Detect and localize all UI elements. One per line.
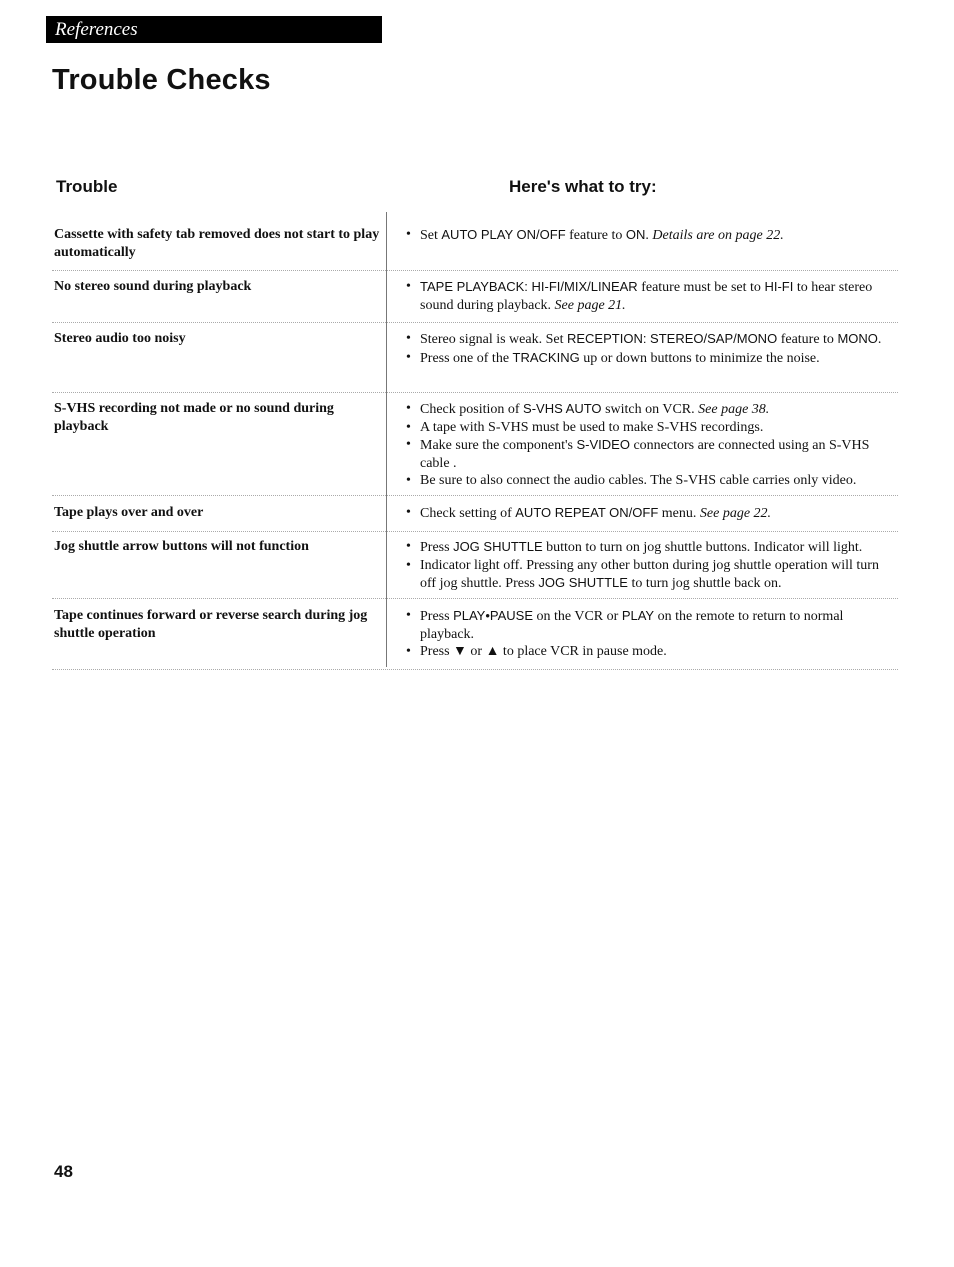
remedy-text: PLAY — [621, 608, 655, 623]
remedy-text: S-VIDEO — [576, 437, 630, 452]
remedy-text: feature to — [777, 332, 838, 347]
remedy-text: TAPE PLAYBACK: HI-FI/MIX/LINEAR — [420, 279, 638, 294]
remedy-text: feature to — [565, 228, 626, 243]
remedy-text: to turn jog shuttle back on. — [627, 576, 782, 591]
remedy-item — [396, 472, 898, 490]
remedy-text: Details are on page 22. — [652, 228, 784, 243]
remedy-item — [396, 419, 898, 437]
remedy-text: Indicator light off. Pressing any other button during jog shuttle operation will turn off jog shuttle. Press — [420, 557, 879, 591]
remedy-text: Press ▼ or ▲ to place VCR in pause mode. — [420, 644, 667, 659]
remedy-text: menu. — [658, 506, 700, 521]
remedy-item — [396, 504, 898, 523]
remedy-text: Press — [420, 540, 454, 555]
remedy-list — [396, 504, 898, 523]
page-number: 48 — [54, 1162, 73, 1181]
remedy-text: Check position of — [420, 402, 524, 417]
remedy-item — [396, 226, 898, 245]
remedy-text: Be sure to also connect the audio cables. The S-VHS cable carries only video. — [420, 473, 857, 488]
remedy-text: Check setting of — [420, 506, 516, 521]
remedy-item — [396, 278, 898, 314]
remedy-text: See page 21. — [554, 297, 626, 313]
remedy-item — [396, 349, 898, 368]
trouble-column-header: Trouble — [56, 177, 118, 196]
trouble-row-repeat — [52, 504, 898, 532]
section-banner: References — [46, 16, 382, 43]
remedy-text: JOG SHUTTLE — [538, 575, 628, 590]
remedy-list — [396, 607, 898, 661]
trouble-row-search-continues — [52, 607, 898, 670]
remedy-text: Press — [420, 609, 454, 624]
trouble-text: Tape continues forward or reverse search during jog shuttle operation — [54, 608, 368, 641]
remedy-list — [396, 400, 898, 490]
trouble-row-safety-tab — [52, 226, 898, 271]
trouble-row-svhs — [52, 400, 898, 496]
remedy-text: PLAY•PAUSE — [453, 608, 533, 623]
remedy-text: See page 22. — [699, 506, 772, 521]
remedy-item — [396, 330, 898, 349]
remedy-item — [396, 643, 898, 661]
remedy-item — [396, 557, 898, 593]
remedy-text: TRACKING — [512, 349, 580, 365]
remedy-list — [396, 538, 898, 593]
remedy-text: to hear stereo sound during playback. — [420, 280, 873, 313]
remedy-item — [396, 538, 898, 557]
remedy-text: feature must be set to — [637, 280, 765, 295]
trouble-text: Cassette with safety tab removed does not start to play automatically — [54, 227, 380, 260]
remedy-text: Press one of the — [420, 350, 513, 366]
remedy-text: HI-FI — [764, 279, 794, 294]
remedy-list — [396, 226, 898, 245]
trouble-text: Jog shuttle arrow buttons will not function — [54, 539, 309, 554]
remedy-text: on the VCR or — [533, 609, 622, 624]
remedy-text: on the remote to return to normal playback. — [420, 609, 844, 642]
remedy-item — [396, 436, 898, 472]
remedy-text: RECEPTION: STEREO/SAP/MONO — [566, 331, 778, 346]
remedy-column-header: Here's what to try: — [509, 177, 657, 196]
remedy-item — [396, 400, 898, 419]
remedy-text: up or down buttons to minimize the noise. — [579, 350, 820, 366]
remedy-text: AUTO REPEAT ON/OFF — [515, 505, 659, 520]
remedy-text: switch on VCR. — [601, 402, 699, 417]
trouble-row-jog-shuttle — [52, 538, 898, 599]
remedy-text: . — [645, 228, 653, 243]
remedy-text: JOG SHUTTLE — [453, 539, 543, 554]
remedy-text: A tape with S-VHS must be used to make S-VHS recordings. — [420, 419, 764, 435]
trouble-text: Stereo audio too noisy — [54, 331, 186, 346]
remedy-text: . — [877, 332, 882, 347]
remedy-text: button to turn on jog shuttle buttons. Indicator will light. — [542, 540, 863, 555]
trouble-row-no-stereo — [52, 278, 898, 323]
remedy-text: Set — [420, 228, 442, 243]
remedy-text: AUTO PLAY ON/OFF — [441, 227, 566, 242]
remedy-list — [396, 278, 898, 314]
trouble-text: No stereo sound during playback — [54, 279, 252, 294]
remedy-text: See page 38. — [698, 402, 770, 417]
page-title: Trouble Checks — [52, 64, 271, 96]
trouble-row-noisy-audio — [52, 330, 898, 393]
remedy-item — [396, 607, 898, 643]
remedy-text: MONO — [837, 331, 878, 346]
remedy-text: Stereo signal is weak. Set — [420, 332, 567, 347]
remedy-text: S-VHS AUTO — [523, 401, 602, 416]
trouble-text: Tape plays over and over — [54, 505, 204, 520]
trouble-text: S-VHS recording not made or no sound during playback — [54, 401, 334, 434]
remedy-list — [396, 330, 898, 367]
remedy-text: connectors are connected using an S-VHS cable . — [420, 438, 870, 471]
remedy-text: Make sure the component's — [420, 438, 577, 453]
remedy-text: ON — [625, 227, 646, 242]
